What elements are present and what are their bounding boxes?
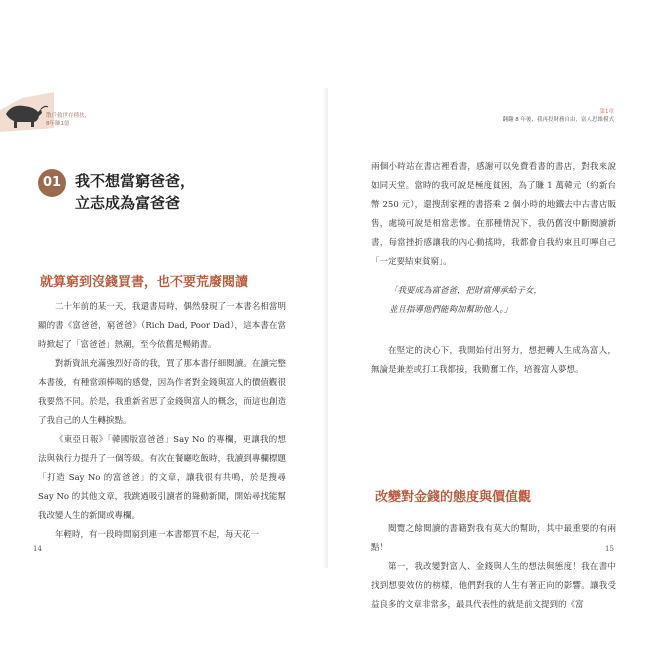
paragraph: 二十年前的某一天，我還書局時，偶然發現了一本書名相當明顯的書《富爸爸，窮爸爸》（Rich Dad, Poor Dad），這本書在當時掀起了「富爸爸」熱潮，至今依舊是暢銷書。	[38, 302, 286, 350]
page-number-left: 14	[33, 545, 42, 553]
left-page	[0, 88, 328, 568]
chapter-title-line: 我不想當窮爸爸，	[75, 172, 196, 190]
body-text-right-bottom	[371, 520, 616, 615]
book-spread	[0, 88, 655, 610]
chapter-title-line: 立志成為富爸爸	[75, 194, 181, 212]
section-heading: 就算窮到沒錢買書，也不要荒廢閱讀	[40, 275, 249, 290]
running-header-right	[503, 108, 615, 124]
page-number-right: 15	[605, 545, 614, 553]
quote-block	[389, 282, 609, 320]
body-text-left	[38, 298, 286, 545]
quote-line: 並且指導他們能夠加幫助他人。」	[389, 305, 513, 315]
running-header-chapter: 第1章	[599, 109, 614, 115]
chapter-number-badge: 01	[38, 169, 66, 197]
paragraph: 兩個小時站在書店裡看書，感謝可以免費看書的書店，對我來說如同天堂。當時的我可說是極度貧困，為了賺 1 萬韓元（約新台幣 250 元），還搜刮家裡的書搭乘 2 個小時的地鐵去中古書店販售，處境可說是相當悲慘。在那種情況下，我仍舊沒中斷閱讀新書，每當挫折感讓我的內心動搖時，我都會自我約束且叮嚀自己「一定要結束貧窮」。	[371, 162, 616, 267]
paragraph: 《東亞日報》「韓國版富爸爸」Say No 的專欄，更讓我的想法與執行力提升了一個等級。有次在餐廳吃飯時，我讀到專欄標題「打造 Say No 的富爸爸」的文章，讓我很有共鳴，於是搜尋 Say No 的其他文章，我跳過吸引讀者的聳動新聞，開始尋找能幫我改變人生的新聞或專欄。	[38, 435, 286, 521]
running-header-left-line: 散戶救世存種扶，	[46, 113, 91, 119]
quote-line: 「我要成為富爸爸，把財富傳承給子女，	[389, 286, 543, 296]
body-text-right-mid	[371, 342, 616, 380]
running-header-title: 翻翻 8 年後，我再投財務自由，富人思維模式	[502, 117, 614, 123]
running-header-left-line: 8年賺1億	[46, 121, 70, 127]
paragraph: 對新資訊充滿強烈好奇的我，買了那本書仔細閱讀。在讀完整本書後，有種當頭棒喝的感覺，因為作者對金錢與富人的價值觀很我要然不同。於是，我重新省思了金錢與富人的概念，而這也創造了我自己的人生轉捩點。	[38, 359, 286, 426]
paragraph: 閱覽之餘閱讀的書籍對我有莫大的幫助，其中最重要的有兩點！	[371, 524, 616, 553]
paragraph: 年輕時，有一段時間窮到連一本書都買不起，每天花一	[55, 530, 260, 540]
body-text-right-top	[371, 158, 616, 272]
running-header-left	[46, 112, 90, 128]
paragraph: 在堅定的決心下，我開始付出努力，想把轉人生成為富人，無論是兼差或打工我都接，我勤奮工作，培養富人夢想。	[371, 346, 616, 375]
paragraph: 第一，我改變對富人、金錢與人生的想法與態度！我在書中找到想要效仿的榜樣，他們對我的人生有著正向的影響。讓我受益良多的文章非常多，最具代表性的就是前文提到的《富	[371, 562, 616, 610]
chapter-title	[75, 170, 195, 214]
section-heading: 改變對金錢的態度與價值觀	[375, 490, 532, 505]
